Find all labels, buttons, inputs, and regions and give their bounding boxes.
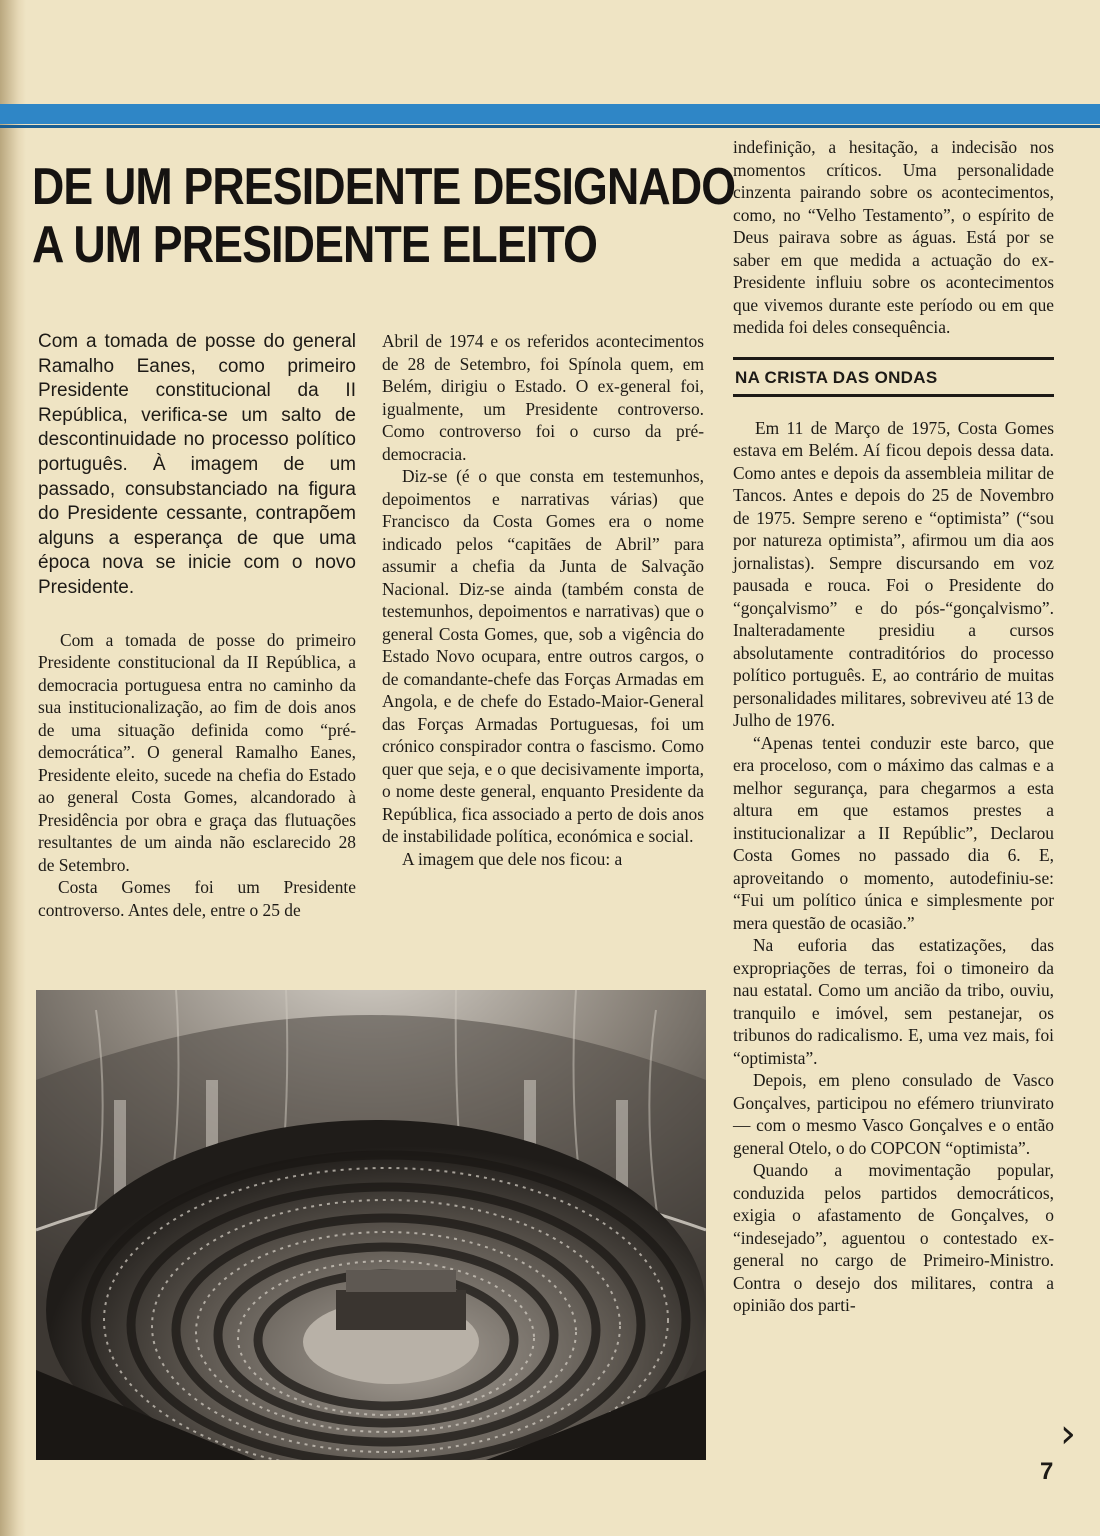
parliament-chamber-photo bbox=[36, 990, 706, 1460]
top-blue-rule bbox=[0, 104, 1100, 124]
column-right bbox=[733, 136, 1054, 1317]
body-paragraph: Costa Gomes foi um Presidente controverso. Antes dele, entre o 25 de bbox=[38, 877, 356, 920]
continue-arrow-icon: › bbox=[1060, 1411, 1076, 1457]
column-left bbox=[38, 330, 356, 921]
page-number: 7 bbox=[1040, 1458, 1054, 1485]
body-paragraph: Diz-se (é o que consta em testemunhos, depoimentos e narrativas várias) que Francisco da Costa Gomes era o nome indicado pelos “capitães de Abril” para assumir a chefia da Junta de Salvação Nacional. Diz-se ainda (também consta de testemunhos, depoimentos e narrativas) que o general Costa Gomes, que, sob a vigência do Estado Novo ocupara, entre outros cargos, o de comandante-chefe das Forças Armadas em Angola, e de chefe do Estado-Maior-General das Forças Armadas Portuguesas, foi um crónico conspirador contra o fascismo. Como quer que seja, e o que decisivamente importa, o nome deste general, enquanto Presidente da República, fica associado a perto de dois anos de instabilidade política, económica e social. bbox=[382, 466, 704, 846]
headline-line-1: DE UM PRESIDENTE DESIGNADO bbox=[32, 158, 736, 216]
section-title: NA CRISTA DAS ONDAS bbox=[735, 367, 938, 387]
article-headline bbox=[32, 158, 736, 274]
body-paragraph: A imagem que dele nos ficou: a bbox=[402, 848, 623, 869]
body-paragraph: “Apenas tentei conduzir este barco, que era proceloso, com o máximo das calmas e a melhor segurança, para chegarmos a esta altura em que estamos prestes a institucionalizar a II Repúblic”, Declarou Costa Gomes no passado dia 6. E, aproveitando o momento, autodefiniu-se: “Fui um político única e simplesmente por mera questão de ocasião.” bbox=[733, 732, 1054, 933]
body-paragraph: Abril de 1974 e os referidos acontecimentos de 28 de Setembro, foi Spínola quem, em Belém, dirigiu o Estado. O ex-general foi, igualmente, um Presidente controverso. Como controverso foi o curso da pré-democracia. bbox=[382, 331, 704, 464]
section-heading-box bbox=[733, 357, 1054, 397]
body-paragraph: Quando a movimentação popular, conduzida pelos partidos democráticos, exigia o afastamento de Gonçalves, o “indesejado”, aguentou o contestado ex-general no cargo de Primeiro-Ministro. Contra o desejo dos militares, contra a opinião dos parti- bbox=[733, 1160, 1054, 1315]
column-middle bbox=[382, 330, 704, 870]
page-binding-shadow bbox=[0, 0, 26, 1536]
body-paragraph: indefinição, a hesitação, a indecisão nos momentos críticos. Uma personalidade cinzenta pairando sobre os acontecimentos, como, no “Velho Testamento”, o espírito de Deus pairava sobre as águas. Está por se saber em que medida a actuação do ex-Presidente influiu sobre os acontecimentos que vivemos durante este período ou em que medida foi deles consequência. bbox=[733, 137, 1054, 337]
parliament-chamber-illustration bbox=[36, 990, 706, 1460]
lede-paragraph: Com a tomada de posse do general Ramalho Eanes, como primeiro Presidente constitucional da II República, verifica-se um salto de descontinuidade no processo político português. À imagem de um passado, consubstanciado na figura do Presidente cessante, contrapõem alguns a esperança de que uma época nova se inicie com o novo Presidente. bbox=[38, 331, 356, 598]
body-paragraph: Depois, em pleno consulado de Vasco Gonçalves, participou no efémero triunvirato — com o mesmo Vasco Gonçalves e o então general Otelo, o do COPCON “optimista”. bbox=[733, 1070, 1054, 1158]
body-paragraph: Com a tomada de posse do primeiro Presidente constitucional da II República, a democracia portuguesa entra no caminho da sua institucionalização, ao fim de dois anos de uma situação definida como “pré-democrática”. O general Ramalho Eanes, Presidente eleito, sucede na chefia do Estado ao general Costa Gomes, alcandorado à Presidência por obra e graça das flutuações resultantes de um ainda não esclarecido 28 de Setembro. bbox=[38, 629, 356, 875]
body-paragraph: Na euforia das estatizações, das expropriações de terras, foi o timoneiro da nau estatal. Como um ancião da tribo, ouviu, tranquilo e imóvel, sem pestanejar, os tribunos do radicalismo. E, uma vez mais, foi “optimista”. bbox=[733, 935, 1054, 1068]
body-paragraph: Em 11 de Março de 1975, Costa Gomes estava em Belém. Aí ficou depois dessa data. Como antes e depois da assembleia militar de Tancos. Antes e depois do 25 de Novembro de 1975. Sempre sereno e “optimista” (“sou por natureza optimista”, afirmou um dia aos jornalistas). Sempre discursando em voz pausada e rouca. Foi o Presidente do “gonçalvismo” e do pós-“gonçalvismo”. Inalteradamente presidiu a cursos absolutamente contraditórios do processo político português. E, ao contrário de muitas personalidades militares, sobreviveu até 13 de Julho de 1976. bbox=[733, 417, 1054, 730]
headline-line-2: A UM PRESIDENTE ELEITO bbox=[32, 216, 598, 274]
